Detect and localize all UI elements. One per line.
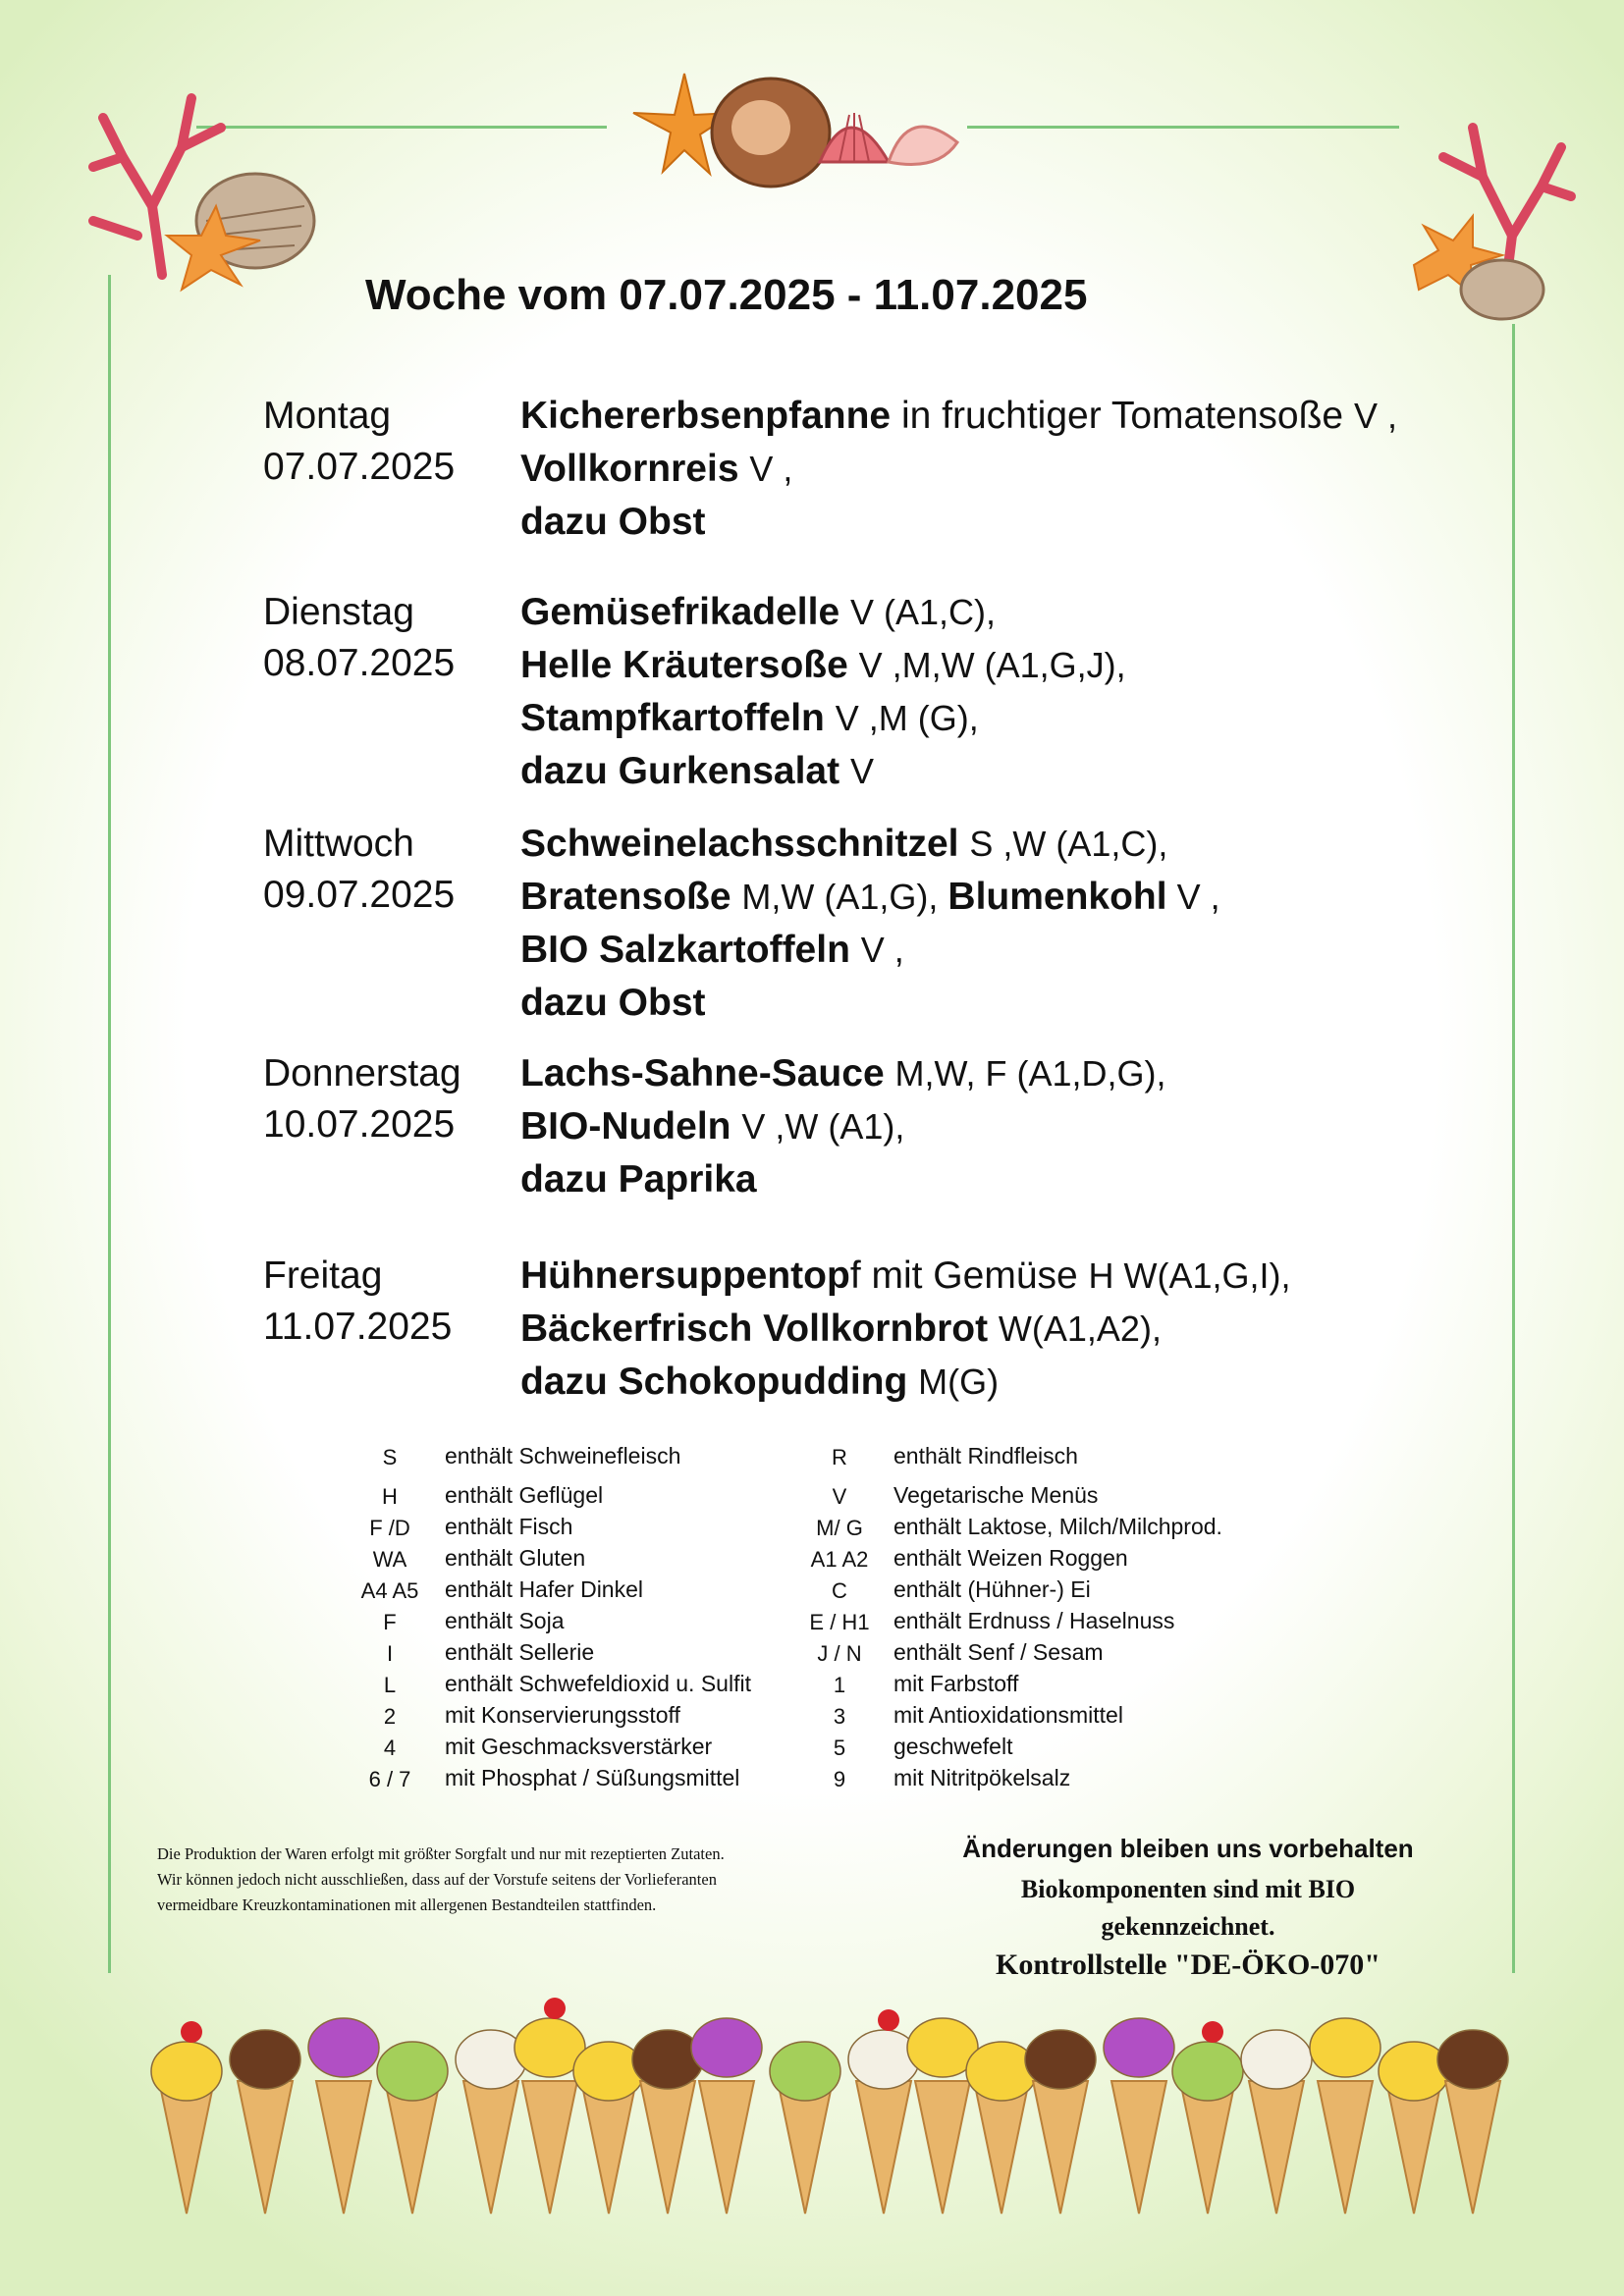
legend-left-code: F /D: [369, 1516, 410, 1540]
day-date: 09.07.2025: [263, 874, 456, 916]
legend-left-code: WA: [372, 1547, 407, 1572]
day-name: Freitag: [263, 1255, 383, 1297]
legend-left-text: enthält Gluten: [445, 1545, 586, 1571]
dish-line: dazu Paprika: [520, 1158, 757, 1201]
legend-left-text: enthält Schweinefleisch: [445, 1443, 681, 1468]
dish-line: Gemüsefrikadelle V (A1,C),: [520, 591, 997, 633]
legend-right-text: mit Farbstoff: [893, 1671, 1019, 1696]
legend-left-text: mit Phosphat / Süßungsmittel: [445, 1765, 740, 1790]
ice-cream-cone: [514, 1998, 585, 2214]
seashells-top-decoration: [614, 54, 967, 201]
legend-right-code: 3: [833, 1704, 846, 1729]
legend-left-text: enthält Fisch: [445, 1514, 573, 1539]
dish-line: Vollkornreis V ,: [520, 448, 793, 490]
frame-top-right-line: [967, 126, 1399, 129]
legend-right-text: mit Antioxidationsmittel: [893, 1702, 1123, 1728]
dish-line: Lachs-Sahne-Sauce M,W, F (A1,D,G),: [520, 1052, 1166, 1095]
legend-left-text: mit Geschmacksverstärker: [445, 1734, 713, 1759]
dish-line: Bäckerfrisch Vollkornbrot W(A1,A2),: [520, 1308, 1162, 1350]
dish-line: dazu Obst: [520, 501, 706, 543]
legend-left-text: enthält Schwefeldioxid u. Sulfit: [445, 1671, 751, 1696]
ice-cream-cone: [1241, 2030, 1312, 2214]
legend-right-text: enthält Rindfleisch: [893, 1443, 1078, 1468]
dish-line: BIO-Nudeln V ,W (A1),: [520, 1105, 905, 1148]
ice-cream-cone: [1025, 2030, 1096, 2214]
dish-line: dazu Schokopudding M(G): [520, 1361, 1000, 1403]
frame-right-line: [1512, 324, 1515, 1973]
legend-right-code: J / N: [817, 1641, 862, 1666]
legend-right-text: enthält Senf / Sesam: [893, 1639, 1104, 1665]
ice-cream-cone: [308, 2018, 379, 2214]
legend-left-code: S: [382, 1445, 398, 1469]
dish-line: BIO Salzkartoffeln V ,: [520, 929, 904, 971]
legend-left-code: 2: [383, 1704, 397, 1729]
coral-shells-left-decoration: [74, 59, 329, 304]
legend-right-text: Vegetarische Menüs: [893, 1482, 1099, 1508]
legend-right-code: R: [832, 1445, 847, 1469]
legend-right-code: A1 A2: [810, 1547, 869, 1572]
legend-left-code: 4: [383, 1735, 397, 1760]
legend-right-code: 9: [833, 1767, 846, 1791]
legend-left-text: enthält Hafer Dinkel: [445, 1576, 643, 1602]
legend-right-code: E / H1: [809, 1610, 870, 1634]
ice-cream-cone: [230, 2030, 300, 2214]
legend-left-code: L: [383, 1673, 397, 1697]
day-date: 11.07.2025: [263, 1306, 453, 1348]
legend-left-code: 6 / 7: [368, 1767, 411, 1791]
day-name: Donnerstag: [263, 1052, 461, 1095]
disclaimer-text: Die Produktion der Waren erfolgt mit größter Sorgfalt und nur mit rezeptierten Zutaten. Wir können jedoch nicht ausschließen, dass auf der Vorstufe seitens der Vorlieferanten vermeidbare Kreuzkontaminationen mit allergenen Bestandteilen stattfinden.: [157, 1844, 725, 1914]
legend-left-code: A4 A5: [360, 1578, 419, 1603]
changes-notice: Änderungen bleiben uns vorbehalten: [962, 1834, 1414, 1863]
page-title: Woche vom 07.07.2025 - 11.07.2025: [365, 271, 1088, 319]
legend-right-text: geschwefelt: [893, 1734, 1013, 1759]
legend-right-text: enthält Erdnuss / Haselnuss: [893, 1608, 1175, 1633]
dish-line: dazu Obst: [520, 982, 706, 1024]
ice-cream-cone: [907, 2018, 978, 2214]
ice-cream-cone: [151, 2021, 222, 2214]
dish-line: Hühnersuppentopf mit Gemüse H W(A1,G,I),: [520, 1255, 1291, 1297]
legend-left-text: mit Konservierungsstoff: [445, 1702, 680, 1728]
legend-left-code: I: [386, 1641, 394, 1666]
ice-cream-cone: [691, 2018, 762, 2214]
ice-cream-cone: [1172, 2021, 1243, 2214]
dish-line: Schweinelachsschnitzel S ,W (A1,C),: [520, 823, 1168, 865]
dish-line: Helle Kräutersoße V ,M,W (A1,G,J),: [520, 644, 1126, 686]
legend-right-text: enthält (Hühner-) Ei: [893, 1576, 1091, 1602]
ice-cream-cone: [377, 2042, 448, 2214]
legend-left-text: enthält Soja: [445, 1608, 565, 1633]
legend-right-text: enthält Laktose, Milch/Milchprod.: [893, 1514, 1222, 1539]
control-authority: Kontrollstelle "DE-ÖKO-070": [996, 1949, 1380, 1981]
ice-cream-cone: [1310, 2018, 1380, 2214]
bio-notice: Biokomponenten sind mit BIO gekennzeichnet.: [1020, 1875, 1356, 1941]
legend-left-code: H: [382, 1484, 398, 1509]
day-name: Mittwoch: [263, 823, 414, 865]
day-date: 10.07.2025: [263, 1103, 456, 1146]
ice-cream-cone: [1104, 2018, 1174, 2214]
dish-line: Kichererbsenpfanne in fruchtiger Tomatensoße V ,: [520, 395, 1397, 437]
legend-right-text: mit Nitritpökelsalz: [893, 1765, 1071, 1790]
day-name: Montag: [263, 395, 392, 437]
legend-right-code: 1: [833, 1673, 846, 1697]
legend-right-code: 5: [833, 1735, 846, 1760]
ice-cream-cone: [1437, 2030, 1508, 2214]
day-date: 08.07.2025: [263, 642, 456, 684]
legend-right-code: C: [832, 1578, 847, 1603]
frame-left-line: [108, 275, 111, 1973]
ice-cream-border-decoration: [118, 1988, 1532, 2223]
legend-left-code: F: [383, 1610, 397, 1634]
legend-right-text: enthält Weizen Roggen: [893, 1545, 1128, 1571]
ice-cream-cone: [770, 2042, 840, 2214]
legend-right-code: V: [832, 1484, 847, 1509]
dish-line: Stampfkartoffeln V ,M (G),: [520, 697, 979, 739]
legend-right-code: M/ G: [816, 1516, 863, 1540]
legend-left-text: enthält Sellerie: [445, 1639, 595, 1665]
day-name: Dienstag: [263, 591, 414, 633]
day-date: 07.07.2025: [263, 446, 456, 488]
dish-line: dazu Gurkensalat V: [520, 750, 874, 792]
coral-shells-right-decoration: [1355, 88, 1581, 334]
legend-left-text: enthält Geflügel: [445, 1482, 604, 1508]
dish-line: Bratensoße M,W (A1,G), Blumenkohl V ,: [520, 876, 1220, 918]
